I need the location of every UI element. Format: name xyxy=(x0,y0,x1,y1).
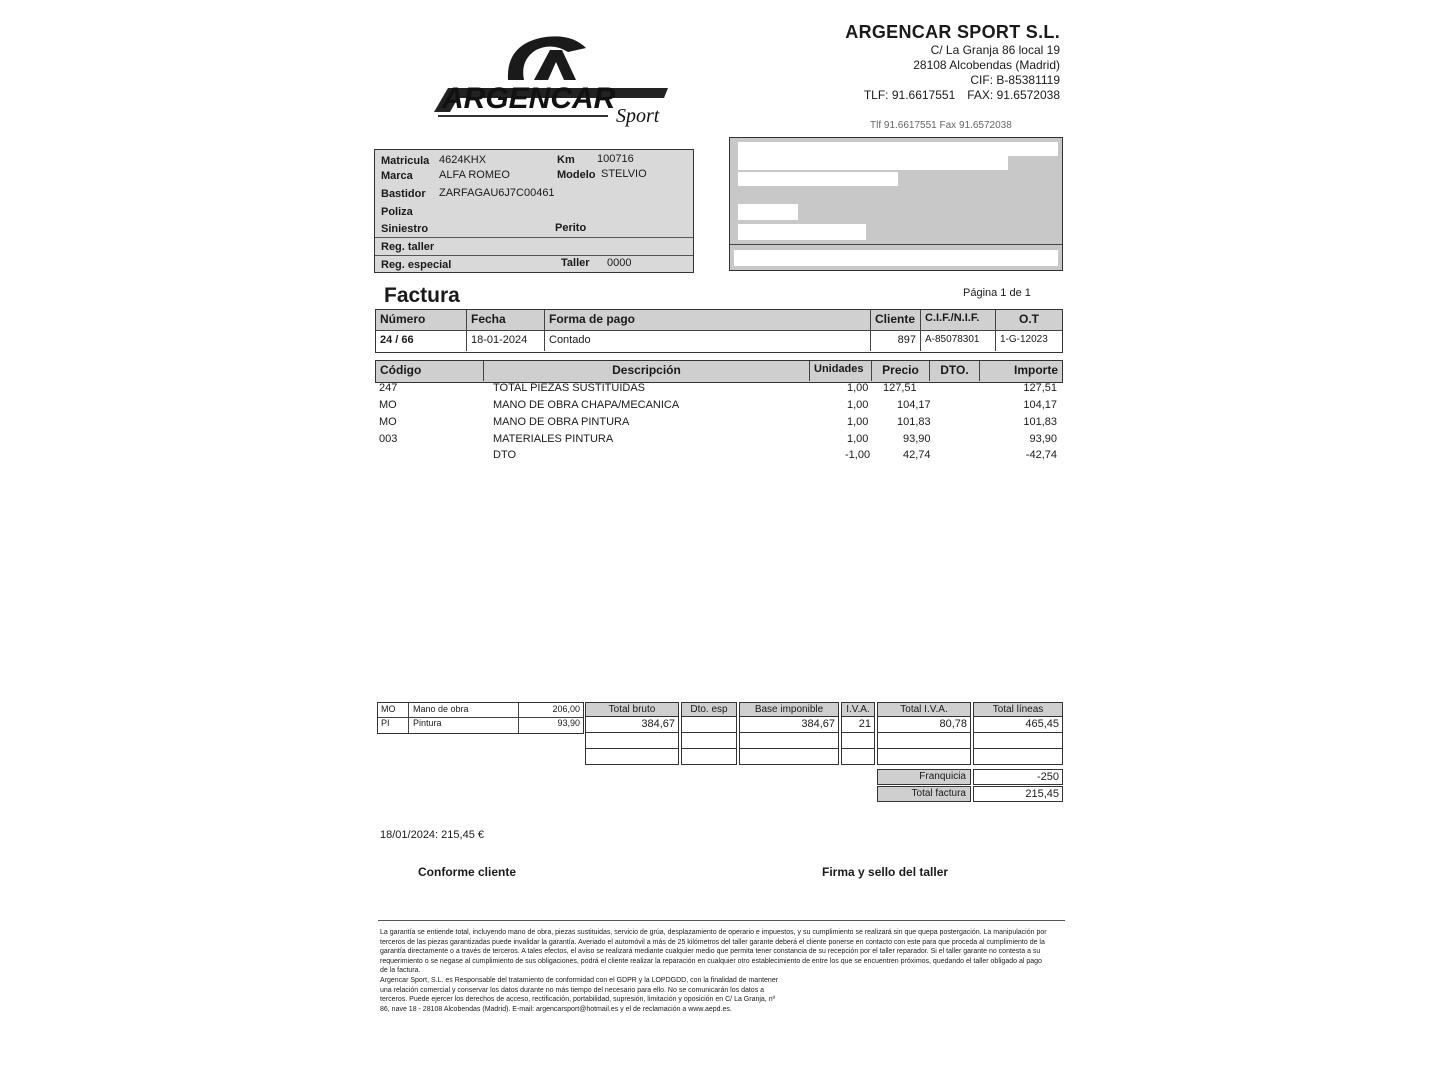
category-breakdown xyxy=(377,702,584,734)
numero-header: Número xyxy=(376,310,467,330)
svg-text:Sport: Sport xyxy=(616,105,660,127)
total-factura-value: 215,45 xyxy=(973,786,1063,802)
item-descripcion: DTO xyxy=(493,449,517,461)
total-bruto-header: Total bruto xyxy=(585,702,679,717)
franquicia-label: Franquicia xyxy=(877,769,971,785)
total-factura-label: Total factura xyxy=(877,786,971,802)
base-imponible-header: Base imponible xyxy=(739,702,839,717)
item-descripcion: MATERIALES PINTURA xyxy=(493,433,614,445)
payment-line: 18/01/2024: 215,45 € xyxy=(380,829,484,841)
client-info-box-redacted xyxy=(729,137,1063,271)
item-descripcion: MANO DE OBRA CHAPA/MECANICA xyxy=(493,399,680,411)
invoice-header-table xyxy=(375,309,1063,353)
bastidor-label: Bastidor xyxy=(381,188,426,200)
list-item xyxy=(378,718,583,732)
company-cif: CIF: B-85381119 xyxy=(970,73,1060,87)
page-number: Página 1 de 1 xyxy=(963,287,1031,299)
item-precio: 93,90 xyxy=(903,433,931,445)
item-unidades: -1,00 xyxy=(845,449,871,461)
codigo-header: Código xyxy=(376,361,484,381)
table-row xyxy=(375,433,1061,449)
svg-text:ARGENCAR: ARGENCAR xyxy=(442,82,616,115)
client-signature-label: Conforme cliente xyxy=(418,865,517,879)
total-lineas-value: 465,45 xyxy=(973,717,1063,733)
item-unidades: 1,00 xyxy=(847,416,869,428)
item-importe: 101,83 xyxy=(1023,416,1057,428)
km-value: 100716 xyxy=(597,153,634,165)
category-name: Mano de obra xyxy=(413,704,469,714)
company-ghost-line: Tlf 91.6617551 Fax 91.6572038 xyxy=(870,120,1012,128)
modelo-value: STELVIO xyxy=(601,168,647,180)
redaction-bar xyxy=(738,142,1058,156)
iva-value: 21 xyxy=(841,717,875,733)
table-row xyxy=(375,382,1061,398)
category-amount: 206,00 xyxy=(552,704,580,714)
cliente-value: 897 xyxy=(871,331,921,351)
company-fax: FAX: 91.6572038 xyxy=(967,88,1060,102)
company-info xyxy=(760,22,1060,103)
category-name: Pintura xyxy=(413,718,442,728)
table-row xyxy=(375,416,1061,432)
item-codigo: MO xyxy=(379,416,397,428)
item-importe: -42,74 xyxy=(1025,449,1057,461)
redaction-bar xyxy=(738,204,798,220)
item-unidades: 1,00 xyxy=(847,382,869,394)
matricula-label: Matricula xyxy=(381,155,430,167)
item-importe: 104,17 xyxy=(1023,399,1057,411)
perito-label: Perito xyxy=(555,222,587,234)
redaction-bar xyxy=(734,250,1058,266)
category-code: PI xyxy=(381,718,390,728)
dto-esp-header: Dto. esp xyxy=(681,702,737,717)
vehicle-info-box xyxy=(374,149,694,273)
category-amount: 93,90 xyxy=(557,718,580,728)
warranty-text: La garantía se entiende total, incluyendo mano de obra, piezas sustituidas, servicio de grúa, desplazamiento de operario e impuestos, y su cumplimiento se realizará sin que quepa postergación. La manipulación por terceros de las piezas garantizadas puede invalidar la garantía. Averiado el automóvil a más de 25 kilómetros del taller garante deberá el cliente ponerse en contacto con este para que proceda al cumplimiento de la garantía directamente o a través de terceros. A tales efectos, el aviso se realizará mediante cualquier medio que permita tener constancia de su recepción por el taller reparador. Si el taller garante no contesta a su requerimiento o se negase al cumplimiento de sus obligaciones, podrá el cliente realizar la reparación en cualquier otro establecimiento de entre los que se encuentren próximos, quedando el taller obligado al pago de la factura. xyxy=(380,929,1047,975)
fecha-header: Fecha xyxy=(467,310,545,330)
argencar-logo xyxy=(428,28,678,128)
legal-text xyxy=(380,928,1048,1014)
siniestro-label: Siniestro xyxy=(381,223,429,235)
taller-value: 0000 xyxy=(607,257,632,269)
list-item xyxy=(378,704,583,718)
numero-value: 24 / 66 xyxy=(376,331,467,351)
item-precio: 101,83 xyxy=(897,416,931,428)
reg-taller-label: Reg. taller xyxy=(381,241,435,253)
matricula-value: 4624KHX xyxy=(439,154,487,166)
argencar-logo-icon xyxy=(428,28,678,128)
item-precio: 104,17 xyxy=(897,399,931,411)
table-row xyxy=(375,449,1061,465)
precio-header: Precio xyxy=(872,361,930,381)
item-unidades: 1,00 xyxy=(847,399,869,411)
gdpr-text: Argencar Sport, S.L. es Responsable del tratamiento de conformidad con el GDPR y la LOPDGDD, con la finalidad de mantener una relación comercial y conservar los datos durante no más tiempo del necesario para ello. No se comunicarán los datos a terceros. Puede ejercer los derechos de acceso, rectificación, portabilidad, supresión, limitación y oposición en C/ La Granja, nº 86, nave 18 - 28108 Alcobendas (Madrid). E-mail: argencarsport@hotmail.es y el de reclamación a www.aepd.es. xyxy=(380,976,779,1013)
modelo-label: Modelo xyxy=(557,169,596,181)
marca-label: Marca xyxy=(381,170,413,182)
item-importe: 127,51 xyxy=(1023,382,1057,394)
descripcion-header: Descripción xyxy=(484,361,810,381)
poliza-label: Poliza xyxy=(381,206,413,218)
km-label: Km xyxy=(557,154,575,166)
item-precio: 42,74 xyxy=(903,449,931,461)
dto-header: DTO. xyxy=(930,361,980,381)
redaction-bar xyxy=(738,156,1008,170)
ot-value: 1-G-12023 xyxy=(996,331,1062,351)
forma-pago-value: Contado xyxy=(545,331,871,351)
total-lineas-header: Total líneas xyxy=(973,702,1063,717)
total-bruto-value: 384,67 xyxy=(585,717,679,733)
company-phones xyxy=(760,88,1060,103)
item-codigo: 247 xyxy=(379,382,398,394)
redaction-bar xyxy=(738,172,898,186)
importe-header: Importe xyxy=(1013,363,1058,377)
fecha-value: 18-01-2024 xyxy=(467,331,545,351)
cif-nif-value: A-85078301 xyxy=(921,331,996,351)
item-importe: 93,90 xyxy=(1029,433,1057,445)
item-codigo: 003 xyxy=(379,433,398,445)
base-imponible-value: 384,67 xyxy=(739,717,839,733)
total-iva-header: Total I.V.A. xyxy=(877,702,971,717)
franquicia-value: -250 xyxy=(973,769,1063,785)
company-tlf: TLF: 91.6617551 xyxy=(863,88,956,102)
item-descripcion: MANO DE OBRA PINTURA xyxy=(493,416,630,428)
iva-header: I.V.A. xyxy=(841,702,875,717)
item-descripcion: TOTAL PIEZAS SUSTITUIDAS xyxy=(493,382,645,394)
bastidor-value: ZARFAGAU6J7C00461 xyxy=(439,187,555,199)
category-code: MO xyxy=(381,704,396,714)
totals-table xyxy=(585,702,1063,768)
cliente-header: Cliente xyxy=(871,310,921,330)
page-title: Factura xyxy=(384,284,460,307)
item-codigo: MO xyxy=(379,399,397,411)
item-precio: 127,51 xyxy=(883,382,917,394)
company-name: ARGENCAR SPORT S.L. xyxy=(845,22,1060,42)
total-iva-value: 80,78 xyxy=(877,717,971,733)
forma-pago-header: Forma de pago xyxy=(545,310,871,330)
reg-especial-label: Reg. especial xyxy=(381,259,452,271)
company-city: 28108 Alcobendas (Madrid) xyxy=(913,58,1060,72)
ot-header: O.T xyxy=(996,310,1062,330)
unidades-header: Unidades xyxy=(810,361,872,381)
marca-value: ALFA ROMEO xyxy=(439,169,510,181)
workshop-signature-label: Firma y sello del taller xyxy=(822,865,949,879)
taller-label: Taller xyxy=(561,257,590,269)
company-address: C/ La Granja 86 local 19 xyxy=(930,43,1060,57)
cif-nif-header: C.I.F./N.I.F. xyxy=(921,310,996,330)
table-row xyxy=(375,399,1061,415)
item-unidades: 1,00 xyxy=(847,433,869,445)
items-table-header xyxy=(375,360,1063,383)
redaction-bar xyxy=(738,224,866,240)
divider xyxy=(378,920,1065,921)
